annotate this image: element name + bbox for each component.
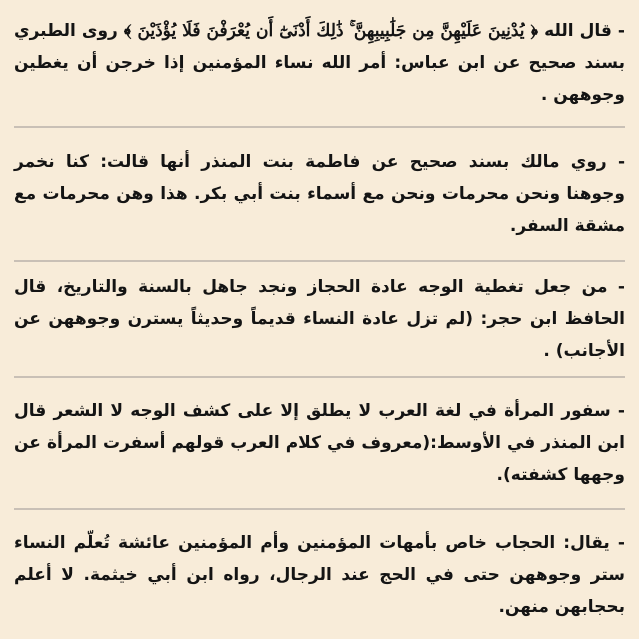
quran-verse: ﴿ يُدْنِينَ عَلَيْهِنَّ مِن جَلَٰبِيبِهِنَّ ۚ ذَٰلِكَ أَدْنَىٰٓ أَن يُعْرَفْنَ فَلَا يُؤْذَيْنَ ﴾ xyxy=(123,21,539,41)
section-3 xyxy=(14,262,625,378)
section-5-text: - يقال: الحجاب خاص بأمهات المؤمنين وأم المؤمنين عائشة تُعلّم النساء ستر وجوههن حتى في الحج عند الرجال، رواه ابن أبي خيثمة. لا أعلم بحجابهن منهن. xyxy=(14,532,625,617)
article-sections xyxy=(14,0,625,639)
section-2 xyxy=(14,128,625,262)
section-3-text: - من جعل تغطية الوجه عادة الحجاز ونجد جاهل بالسنة والتاريخ، قال الحافظ ابن حجر: (لم تزل عادة النساء قديماً وحديثاً يسترن وجوههن عن الأجانب) . xyxy=(14,277,625,361)
section-1-body: روى الطبري بسند صحيح عن ابن عباس: أمر الله نساء المؤمنين إذا خرجن أن يغطين وجوههن . xyxy=(14,21,625,105)
section-1-text xyxy=(14,15,625,111)
section-5 xyxy=(14,510,625,639)
section-4 xyxy=(14,378,625,510)
section-1 xyxy=(14,0,625,128)
section-4-text: - سفور المرأة في لغة العرب لا يطلق إلا على كشف الوجه لا الشعر قال ابن المنذر في الأوسط:(معروف في كلام العرب قولهم أسفرت المرأة عن وجهها كشفته). xyxy=(14,401,625,485)
section-2-text: - روي مالك بسند صحيح عن فاطمة بنت المنذر أنها قالت: كنا نخمر وجوهنا ونحن محرمات ونحن مع أسماء بنت أبي بكر. هذا وهن محرمات مع مشقة السفر. xyxy=(14,152,625,236)
section-1-lead: - قال الله xyxy=(538,21,625,41)
